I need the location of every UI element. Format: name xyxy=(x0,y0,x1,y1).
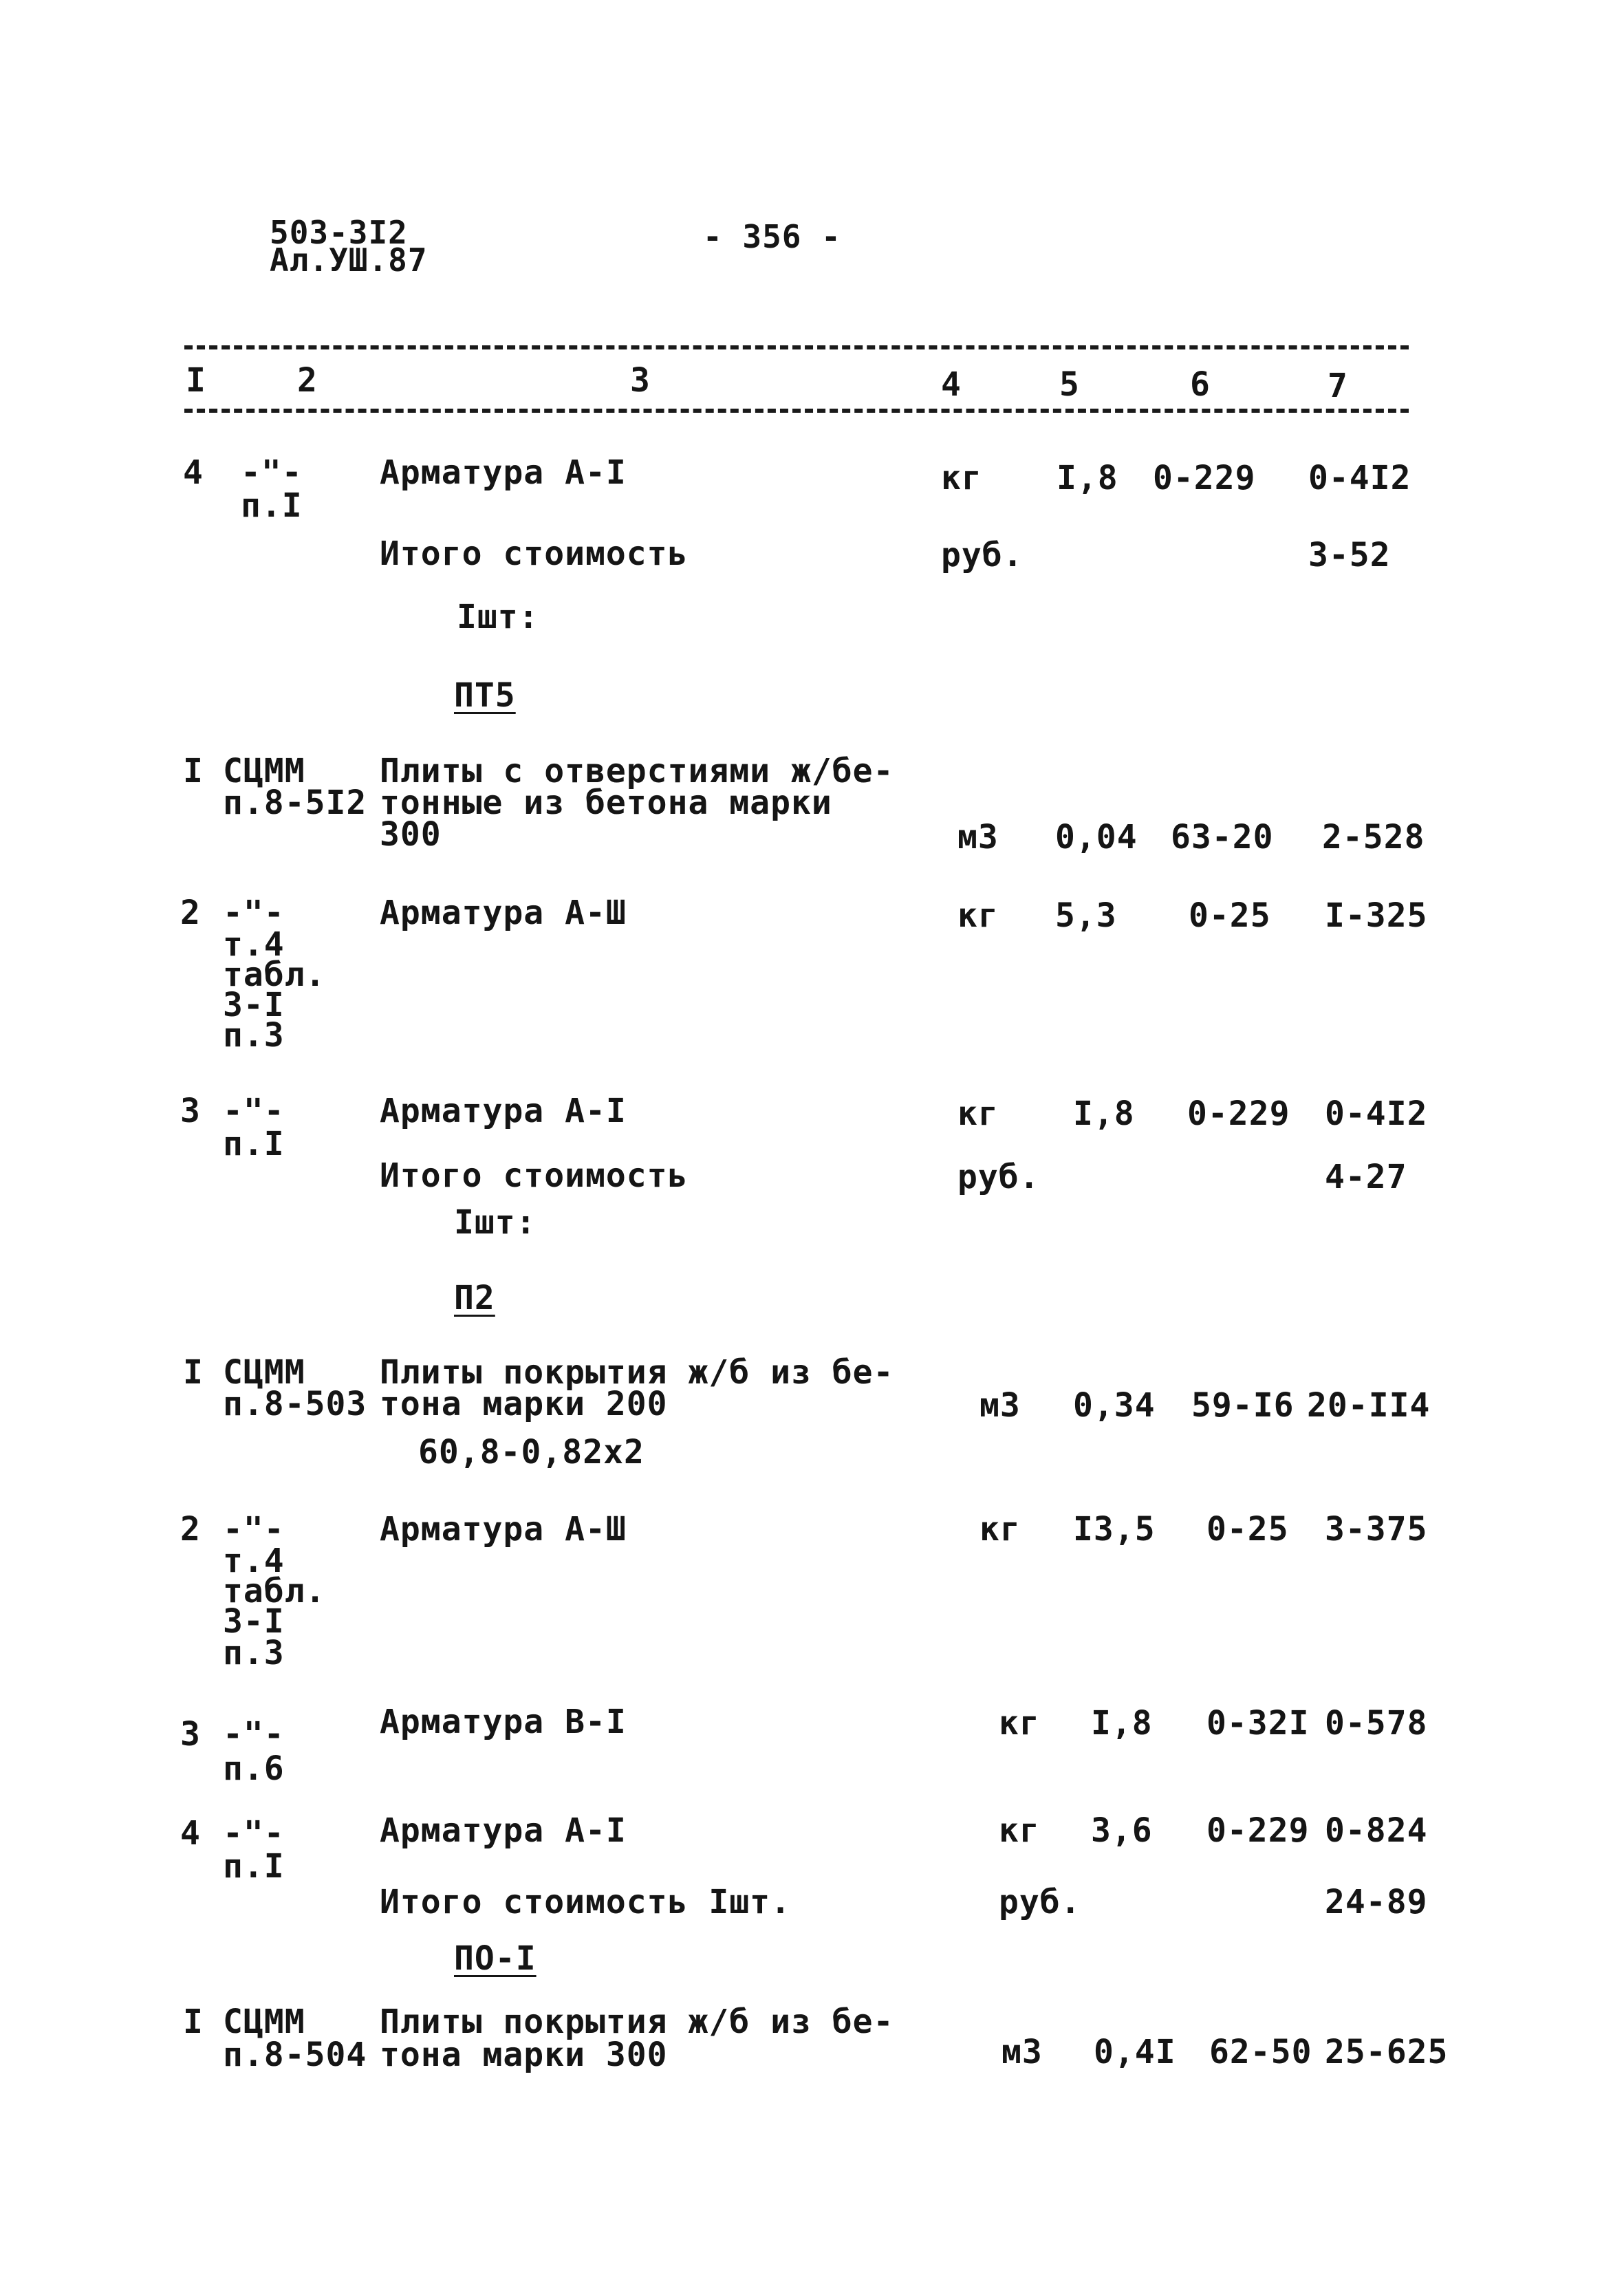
row-ref: п.8-504 xyxy=(223,2036,367,2074)
row-ref: п.I xyxy=(241,486,303,525)
row-qty: I,8 xyxy=(1091,1704,1153,1743)
row-unit: кг xyxy=(999,1704,1040,1743)
row-name: 60,8-0,82х2 xyxy=(418,1433,645,1471)
doc-code: 503-3I2 xyxy=(270,214,408,251)
row-name: тона марки 300 xyxy=(380,2036,668,2074)
row-name: Арматура А-I xyxy=(380,1811,627,1850)
row-unit: кг xyxy=(941,459,982,497)
row-ref: СЦММ xyxy=(223,1353,305,1392)
row-number: 4 xyxy=(180,1814,201,1853)
row-qty: 5,3 xyxy=(1055,896,1117,935)
column-header-5: 5 xyxy=(1059,365,1080,404)
row-total: 2-528 xyxy=(1322,818,1425,856)
row-name: Арматура А-I xyxy=(380,1092,627,1130)
row-ref: 3-I xyxy=(223,986,285,1024)
row-ref: -"- xyxy=(223,1715,285,1754)
row-unit: кг xyxy=(999,1811,1040,1850)
column-header-3: 3 xyxy=(630,361,651,400)
row-ref: п.I xyxy=(223,1847,285,1886)
row-qty: 0,4I xyxy=(1094,2033,1176,2071)
row-ref: п.I xyxy=(223,1125,285,1163)
total-unit: руб. xyxy=(957,1158,1040,1196)
row-unit: кг xyxy=(979,1510,1021,1549)
section-title: ПТ5 xyxy=(454,676,516,715)
page-number: - 356 - xyxy=(703,218,841,255)
table-top-rule xyxy=(184,345,1409,349)
row-name: Арматура А-Ш xyxy=(380,1510,627,1549)
row-unit: кг xyxy=(957,896,999,935)
row-ref: табл. xyxy=(223,1572,326,1610)
row-number: 2 xyxy=(180,894,201,932)
row-ref: п.8-5I2 xyxy=(223,784,367,822)
row-ref: -"- xyxy=(223,894,285,932)
total-value: 24-89 xyxy=(1325,1883,1428,1921)
total-per: Iшт: xyxy=(457,598,539,636)
row-number: I xyxy=(183,2003,204,2041)
row-name: Плиты покрытия ж/б из бе- xyxy=(380,1353,894,1392)
total-unit: руб. xyxy=(999,1883,1081,1921)
row-total: 0-4I2 xyxy=(1308,459,1411,497)
album-code: Ал.УШ.87 xyxy=(270,241,428,279)
total-label: Итого стоимость xyxy=(380,1156,689,1195)
row-price: 0-229 xyxy=(1187,1095,1290,1133)
row-ref: п.3 xyxy=(223,1634,285,1672)
row-price: 59-I6 xyxy=(1191,1386,1295,1425)
row-name: тонные из бетона марки xyxy=(380,784,832,822)
row-qty: 0,04 xyxy=(1055,818,1138,856)
total-value: 4-27 xyxy=(1325,1158,1407,1196)
row-price: 0-25 xyxy=(1189,896,1271,935)
row-number: 3 xyxy=(180,1092,201,1130)
row-ref: т.4 xyxy=(223,925,285,964)
column-header-6: 6 xyxy=(1190,365,1211,404)
total-label: Итого стоимость Iшт. xyxy=(380,1883,791,1921)
row-ref: -"- xyxy=(223,1092,285,1130)
column-header-1: I xyxy=(186,361,206,400)
column-header-2: 2 xyxy=(297,361,318,400)
row-total: I-325 xyxy=(1325,896,1428,935)
row-name: 300 xyxy=(380,815,442,854)
row-unit: м3 xyxy=(1002,2033,1043,2071)
row-name: Плиты с отверстиями ж/бе- xyxy=(380,752,894,790)
row-total: 0-4I2 xyxy=(1325,1095,1428,1133)
row-number: 3 xyxy=(180,1715,201,1754)
row-total: 20-II4 xyxy=(1307,1386,1431,1425)
section-title: П2 xyxy=(454,1279,495,1317)
row-price: 0-32I xyxy=(1206,1704,1310,1743)
row-ref: -"- xyxy=(241,453,303,492)
table-header-rule xyxy=(184,409,1409,413)
row-name: Плиты покрытия ж/б из бе- xyxy=(380,2003,894,2041)
row-qty: 3,6 xyxy=(1091,1811,1153,1850)
row-price: 62-50 xyxy=(1209,2033,1312,2071)
row-number: I xyxy=(183,752,204,790)
row-price: 0-25 xyxy=(1206,1510,1289,1549)
row-unit: м3 xyxy=(957,818,999,856)
row-ref: СЦММ xyxy=(223,2003,305,2041)
row-unit: кг xyxy=(957,1095,999,1133)
row-number: 4 xyxy=(183,453,204,492)
row-ref: табл. xyxy=(223,956,326,994)
row-price: 0-229 xyxy=(1153,459,1256,497)
total-label: Итого стоимость xyxy=(380,535,689,573)
row-name: Арматура В-I xyxy=(380,1703,627,1741)
row-total: 25-625 xyxy=(1325,2033,1449,2071)
row-qty: I3,5 xyxy=(1073,1510,1156,1549)
section-title: ПО-I xyxy=(454,1939,537,1978)
row-ref: п.8-503 xyxy=(223,1385,367,1423)
row-name: Арматура А-Ш xyxy=(380,894,627,932)
column-header-4: 4 xyxy=(941,365,962,404)
row-price: 63-20 xyxy=(1171,818,1274,856)
row-total: 3-375 xyxy=(1325,1510,1428,1549)
column-header-7: 7 xyxy=(1328,367,1348,405)
total-per: Iшт: xyxy=(454,1203,537,1242)
row-ref: п.3 xyxy=(223,1016,285,1055)
row-ref: -"- xyxy=(223,1814,285,1853)
row-ref: п.6 xyxy=(223,1749,285,1788)
row-ref: 3-I xyxy=(223,1602,285,1641)
row-unit: м3 xyxy=(979,1386,1021,1425)
row-total: 0-578 xyxy=(1325,1704,1428,1743)
row-qty: 0,34 xyxy=(1073,1386,1156,1425)
row-name: Арматура А-I xyxy=(380,453,627,492)
row-qty: I,8 xyxy=(1073,1095,1135,1133)
row-price: 0-229 xyxy=(1206,1811,1310,1850)
row-total: 0-824 xyxy=(1325,1811,1428,1850)
row-number: 2 xyxy=(180,1510,201,1549)
row-qty: I,8 xyxy=(1057,459,1118,497)
row-ref: -"- xyxy=(223,1510,285,1549)
row-ref: т.4 xyxy=(223,1542,285,1580)
row-ref: СЦММ xyxy=(223,752,305,790)
total-value: 3-52 xyxy=(1308,536,1391,574)
row-number: I xyxy=(183,1353,204,1392)
total-unit: руб. xyxy=(941,536,1024,574)
row-name: тона марки 200 xyxy=(380,1385,668,1423)
